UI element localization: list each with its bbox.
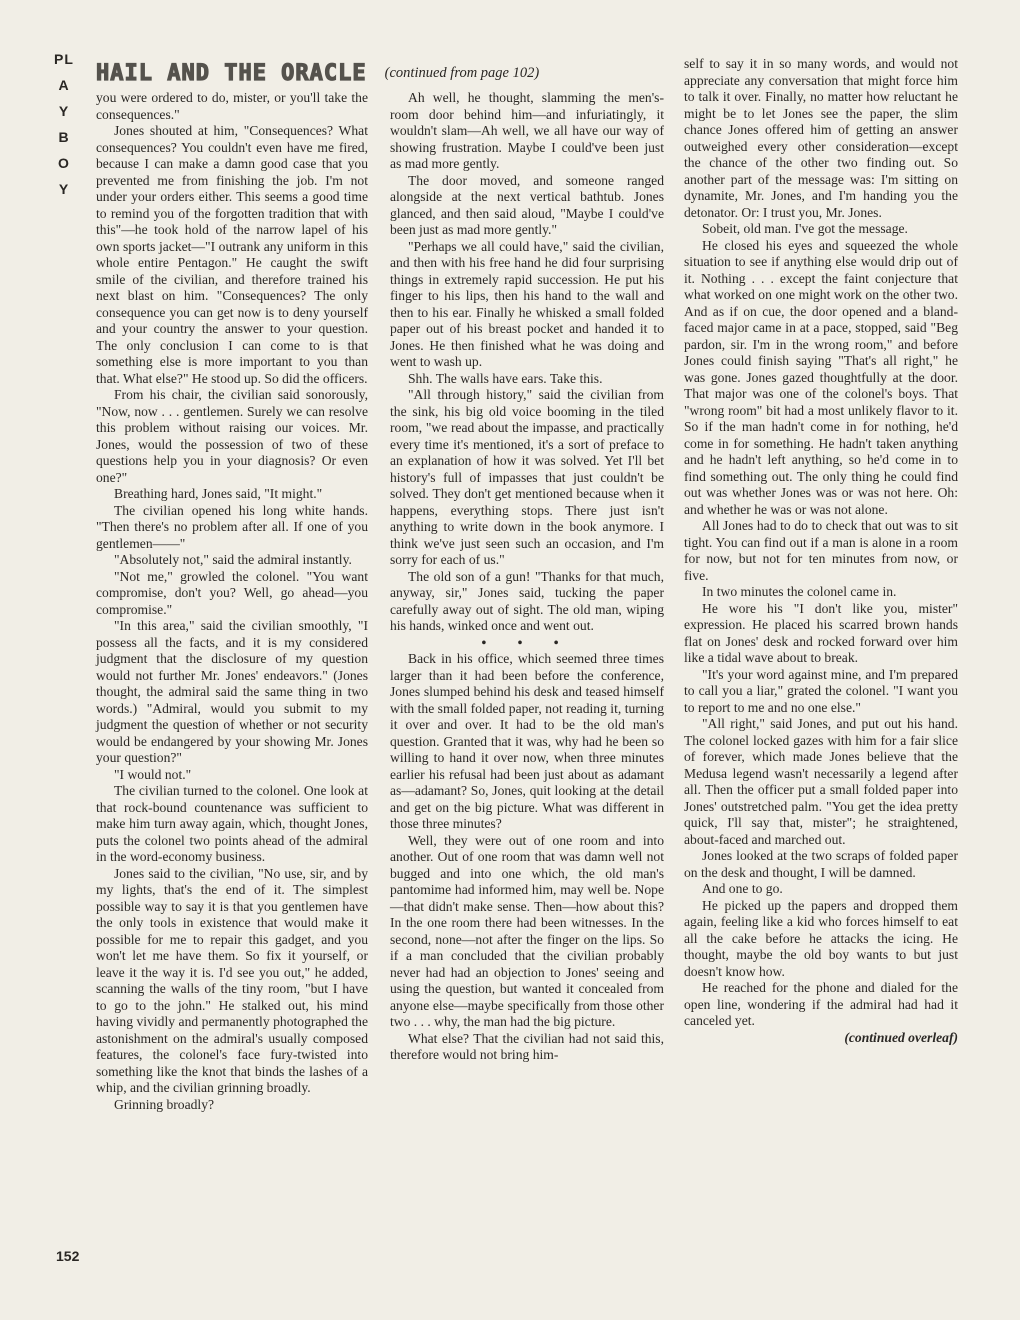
paragraph: "Not me," growled the colonel. "You want compromise, don't you? Well, go ahead—you compromise." [96, 568, 368, 617]
paragraph: "In this area," said the civilian smoothly, "I possess all the facts, and it is my considered judgment that the disclosure of my question would not further Mr. Jones' endeavors." (Jones thought, the admiral said the same thing in two words.) "Admiral, would you submit to my judgment the question of whether or not security would be endangered by your showing Mr. Jones your question?" [96, 618, 368, 765]
paragraph: He wore his "I don't like you, mister" expression. He placed his scarred brown hands flat on Jones' desk and rocked forward over him like a tidal wave about to break. [684, 600, 958, 665]
paragraph: And one to go. [702, 881, 783, 896]
text-column-3 [684, 56, 958, 1046]
paragraph: Jones looked at the two scraps of folded paper on the desk and thought, I will be damned. [684, 848, 958, 880]
paragraph: "All through history," said the civilian from the sink, his big old voice booming in the tiled room, "we read about the impasse, and practically every time it's mentioned, it's a sort of preface to an explanation of how it was solved. Yet I'll bet history's full of impasses that just couldn't be solved. They don't get mentioned because when it happens, everything stops. There just isn't anything to write down in the book anymore. I think we've just seen such an occasion, and I'm sorry for each of us." [390, 387, 664, 567]
page-number: 152 [56, 1248, 80, 1264]
paragraph: Breathing hard, Jones said, "It might." [114, 486, 323, 501]
paragraph: He closed his eyes and squeezed the whole situation to see if anything else would drip out of it. Nothing . . . except the faint conjecture that what worked on one might work on the other two. And as if on cue, the door opened and a bland-faced major came in at a pace, stopped, said "Beg pardon, sir. I'm in the wrong room," and before Jones could finish saying "That's all right," he was gone. Jones gazed thoughtfully at the door. That major was one of the colonel's boys. That "wrong room" bit had a most unlikely flavor to it. So if the man hadn't come in for nothing, he'd come in for something. He hadn't taken anything and he hadn't left anything, so he'd come in to find something out. The only thing he could find out was whether Jones was or was not here. Oh: and whether he was or was not alone. [684, 237, 958, 517]
paragraph: Grinning broadly? [114, 1096, 215, 1112]
magazine-brand-vertical: PLAYBOY [54, 51, 74, 197]
paragraph: The door moved, and someone ranged alongside at the next vertical bathtub. Jones glanced, and then said aloud, "Maybe I could've been just as mad more gently." [390, 172, 664, 237]
story-header [96, 58, 656, 88]
paragraph: The old son of a gun! "Thanks for that much, anyway, sir," Jones said, tucking the paper carefully away out of sight. The old man, wiping his hands, winked once and went out. [390, 568, 664, 633]
paragraph: All Jones had to do to check that out was to sit tight. You can find out if a man is alone in a room for now, but not for ten minutes from now, or five. [684, 518, 958, 583]
paragraph: you were ordered to do, mister, or you'll take the consequences." [96, 90, 368, 122]
paragraph: Shh. The walls have ears. Take this. [408, 370, 603, 386]
story-title: HAIL AND THE ORACLE [96, 60, 367, 86]
text-column-1 [96, 90, 368, 1113]
paragraph: He reached for the phone and dialed for the open line, wondering if the admiral had had it canceled yet. [684, 980, 958, 1028]
paragraph: Jones shouted at him, "Consequences? What consequences? You couldn't even have me fired, because I can make a damn good case that you prevented me from finishing the job. I'm not under your orders either. This seems a good time to remind you of the forgotten tradition that with this"—he took hold of the narrow lapel of his own sports jacket—"I outrank any uniform in this whole entire Pentagon." He caught the swift smile of the civilian, and therefore trained his next blast on him. "Consequences? The only consequence you can get now is to deny yourself and your country the answer to your question. The only conclusion I can come to is that something else is more important to you than that. What else?" He stood up. So did the officers. [96, 123, 368, 386]
paragraph: "It's your word against mine, and I'm prepared to call you a liar," grated the colonel. "I want you to report to me and no one else." [684, 666, 958, 715]
paragraph: The civilian turned to the colonel. One look at that rock-bound countenance was sufficient to make him turn away again, which, thought Jones, puts the colonel two points ahead of the admiral in the word-economy business. [96, 783, 368, 864]
paragraph: From his chair, the civilian said sonorously, "Now, now . . . gentlemen. Surely we can resolve this problem without raising our voices. Mr. Jones, would the possession of two of these questions help you in your diagnosis? Or even one?" [96, 387, 368, 485]
paragraph: Jones said to the civilian, "No use, sir, and by my lights, that's the end of it. The simplest possible way to say it is that you gentlemen have the only tools in existence that would make it possible for me to repair this gadget, and you won't let me have them. So fix it yourself, or leave it the way it is. I'd see you out," he added, scanning the walls of the tiny room, "but I have to go to the john." He stalked out, his mind having vividly and permanently photographed the astonishment on the admiral's usually composed features, the colonel's face fury-twisted into something like the knot that binds the lashes of a whip, and the civilian grinning broadly. [96, 865, 368, 1095]
paragraph: Back in his office, which seemed three times larger than it had been before the conference, Jones slumped behind his desk and teased himself with the small folded paper, not reading it, turning it over and over. It had to be the old man's question. Granted that it was, why had he been so willing to hand it over now, when three minutes earlier his refusal had been just about as adamant as—adamant? So, Jones, quit looking at the detail and get on the big picture. What was different in those three minutes? [390, 651, 664, 831]
paragraph: "Perhaps we all could have," said the civilian, and then with his free hand he did four surprising things in extremely rapid succession. He put his finger to his lips, then his hand to the wall and then to his ear. Finally he whisked a small folded paper out of his breast pocket and handed it to Jones. He then finished what he was doing and went to wash up. [390, 238, 664, 369]
paragraph: "Absolutely not," said the admiral instantly. [114, 552, 352, 567]
continued-from-note: (continued from page 102) [384, 64, 540, 81]
paragraph: "I would not." [114, 766, 192, 782]
paragraph: He picked up the papers and dropped them again, feeling like a kid who forces himself to eat all the cake before he attacks the icing. He thought, maybe the old boy wants to but just doesn't know how. [684, 897, 958, 979]
section-break: • • • [481, 634, 573, 650]
paragraph: self to say it in so many words, and would not appreciate any conversation that might force him to talk it over. Finally, no matter how reluctant he might be to let Jones see the paper, the slim chance Jones offered him of getting an answer outweighed every other consideration—except the chance of the other two finding out. So another part of the message was: I'm sitting on dynamite, Mr. Jones, and I'm handing you the detonator. Or: I trust you, Mr. Jones. [684, 56, 958, 220]
paragraph: "All right," said Jones, and put out his hand. The colonel locked gazes with him for a fair slice of forever, which made Jones believe that the Medusa legend wasn't necessarily a legend after all. Then the officer put a small folded paper into Jones' outstretched palm. "You get the idea pretty quick, I'll say that, mister"; he straightened, about-faced and marched out. [684, 716, 958, 847]
paragraph: Sobeit, old man. I've got the message. [702, 221, 908, 236]
continued-overleaf-note: (continued overleaf) [844, 1029, 958, 1045]
paragraph: In two minutes the colonel came in. [702, 584, 897, 599]
paragraph: Ah well, he thought, slamming the men's-room door behind him—and infuriatingly, it wouldn't slam—Ah well, we all have our way of showing frustration. Maybe I could've been just as mad more gently. [390, 90, 664, 171]
paragraph: What else? That the civilian had not said this, therefore would not bring him- [390, 1030, 664, 1062]
paragraph: The civilian opened his long white hands. "Then there's no problem after all. If one of you gentlemen——" [96, 502, 368, 551]
paragraph: Well, they were out of one room and into another. Out of one room that was damn well not bugged and into one which, the old man's pantomime had informed him, may well be. Nope—that didn't make sense. Then—how about this? In the one room there had been witnesses. In the second, none—not after the finger on the lips. So if a man concluded that the civilian probably never had had an objection to Jones' seeing and using the question, but wanted it concealed from anyone else—maybe specifically from those other two . . . why, the man had the big picture. [390, 832, 664, 1029]
text-column-2 [390, 90, 664, 1064]
